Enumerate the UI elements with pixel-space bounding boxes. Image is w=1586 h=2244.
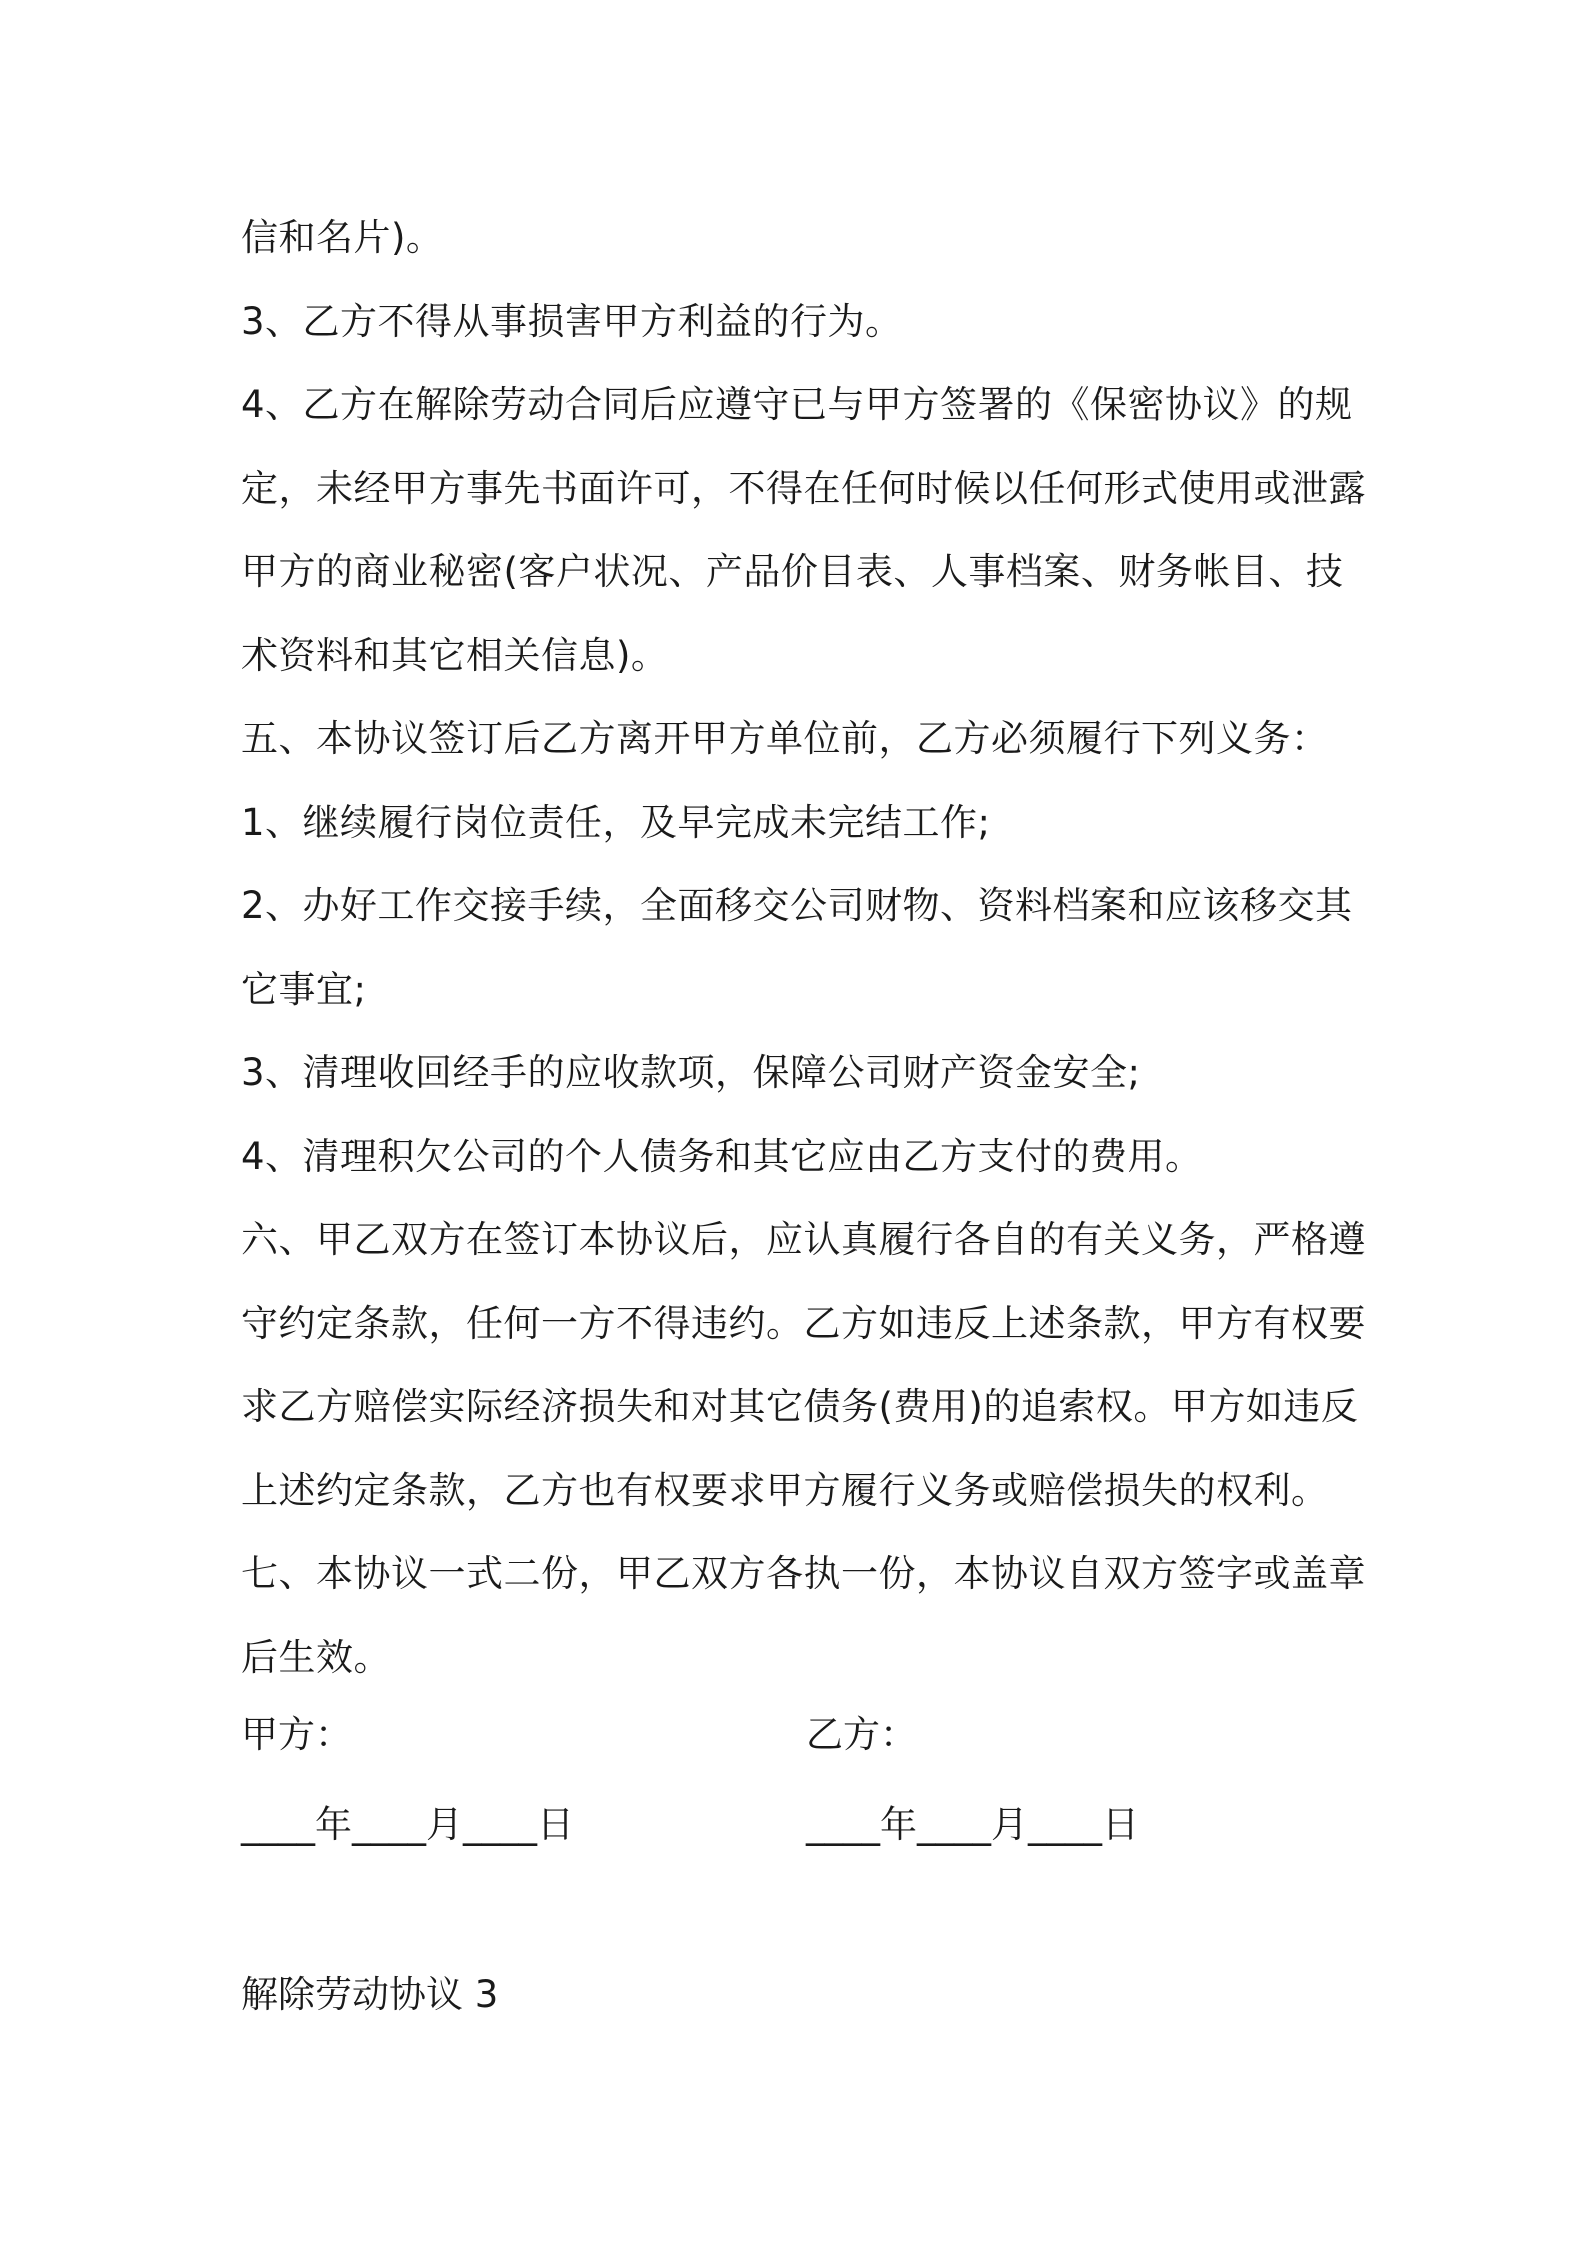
text-line: 1、继续履行岗位责任，及早完成未完结工作;	[241, 800, 991, 844]
text-line: 4、乙方在解除劳动合同后应遵守已与甲方签署的《保密协议》的规	[241, 383, 1353, 426]
text-line: 信和名片)。	[241, 216, 444, 259]
signature-date-row	[241, 1795, 1361, 1855]
text-line: 2、办好工作交接手续，全面移交公司财物、资料档案和应该移交其	[241, 884, 1353, 927]
text-line: 3、清理收回经手的应收款项，保障公司财产资金安全;	[241, 1051, 1141, 1094]
text-line: 4、清理积欠公司的个人债务和其它应由乙方支付的费用。	[241, 1134, 1203, 1178]
text-line: 五、本协议签订后乙方离开甲方单位前，乙方必须履行下列义务：	[241, 717, 1329, 760]
signature-party-row	[241, 1705, 1361, 1765]
text-line: 守约定条款，任何一方不得违约。乙方如违反上述条款，甲方有权要	[241, 1301, 1366, 1345]
party-a-label: 甲方：	[241, 1713, 352, 1756]
text-line: 求乙方赔偿实际经济损失和对其它债务(费用)的追索权。甲方如违反	[241, 1385, 1359, 1428]
text-line: 甲方的商业秘密(客户状况、产品价目表、人事档案、财务帐目、技	[241, 550, 1344, 593]
text-line: 七、本协议一式二份，甲乙双方各执一份，本协议自双方签字或盖章	[241, 1552, 1366, 1595]
text-line: 术资料和其它相关信息)。	[241, 633, 669, 677]
party-a-date: ____年____月____日	[241, 1803, 574, 1846]
document-body	[241, 196, 1366, 1699]
text-line: 上述约定条款，乙方也有权要求甲方履行义务或赔偿损失的权利。	[241, 1468, 1329, 1512]
party-b-date: ____年____月____日	[806, 1803, 1139, 1846]
text-line: 它事宜;	[241, 967, 367, 1011]
text-line: 定，未经甲方事先书面许可，不得在任何时候以任何形式使用或泄露	[241, 466, 1366, 510]
party-b-label: 乙方：	[806, 1713, 917, 1756]
text-line: 3、乙方不得从事损害甲方利益的行为。	[241, 299, 903, 343]
text-line: 后生效。	[241, 1635, 391, 1679]
next-section-title: 解除劳动协议 3	[241, 1973, 499, 2016]
text-line: 六、甲乙双方在签订本协议后，应认真履行各自的有关义务，严格遵	[241, 1218, 1366, 1261]
